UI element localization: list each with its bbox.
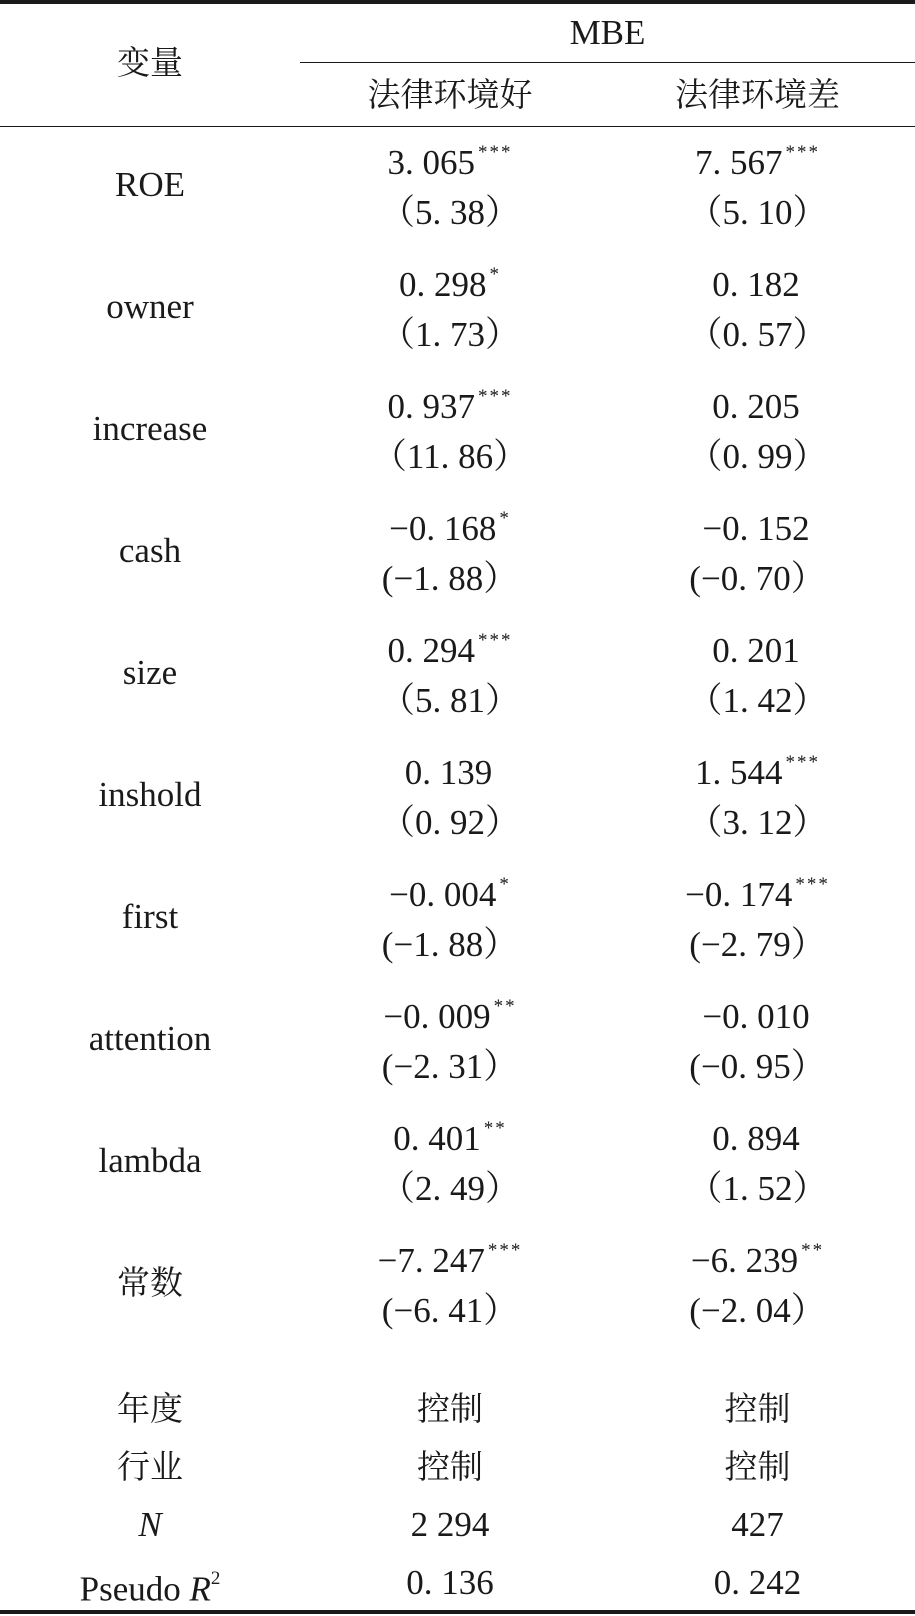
significance-stars: ***	[478, 142, 513, 163]
significance-stars: ***	[795, 874, 830, 895]
t-stat: （1. 42）	[687, 681, 828, 720]
significance-stars: ***	[785, 142, 820, 163]
row-label: lambda	[98, 1141, 202, 1180]
coef-value: −0. 010	[702, 997, 810, 1036]
industry-control-poor: 控制	[724, 1447, 791, 1486]
significance-stars: ***	[478, 630, 513, 651]
pseudo-r2-good: 0. 136	[406, 1563, 494, 1602]
row-label: 常数	[117, 1263, 183, 1302]
header-variable: 变量	[117, 43, 183, 82]
coef-cell	[600, 997, 915, 1043]
t-stat: （1. 73）	[379, 315, 520, 354]
coef-value: −7. 247	[377, 1241, 485, 1280]
coef-value: −0. 174	[685, 875, 793, 914]
coef-value: 0. 294	[387, 631, 475, 670]
coef-cell	[600, 387, 915, 433]
bottom-rule	[0, 1610, 915, 1614]
pseudo-label-sup: 2	[210, 1568, 221, 1589]
row-label-pseudo-r2	[0, 1563, 300, 1610]
significance-stars: ***	[478, 386, 513, 407]
row-label: inshold	[98, 775, 202, 814]
row-label: owner	[106, 287, 194, 326]
coef-value: 1. 544	[695, 753, 783, 792]
coef-value: −0. 009	[383, 997, 491, 1036]
coef-value: −0. 152	[702, 509, 810, 548]
t-stat: （5. 38）	[379, 193, 520, 232]
coef-cell	[300, 509, 600, 555]
row-label-n: N	[138, 1505, 162, 1544]
row-label-year: 年度	[117, 1389, 183, 1428]
t-stat: （11. 86）	[371, 437, 529, 476]
t-stat: （1. 52）	[687, 1169, 828, 1208]
pseudo-label-text: Pseudo	[79, 1569, 190, 1609]
coef-cell	[600, 753, 915, 799]
significance-stars: **	[801, 1240, 825, 1261]
significance-stars: **	[493, 996, 517, 1017]
coef-cell	[300, 1119, 600, 1165]
year-control-poor: 控制	[724, 1389, 791, 1428]
industry-control-good: 控制	[417, 1447, 483, 1486]
t-stat: （5. 81）	[379, 681, 520, 720]
coef-value: −0. 168	[389, 509, 497, 548]
t-stat: （0. 57）	[687, 315, 828, 354]
t-stat: （0. 99）	[687, 437, 828, 476]
coef-cell	[600, 1119, 915, 1165]
coef-value: −6. 239	[690, 1241, 799, 1280]
row-label: attention	[88, 1019, 212, 1058]
coef-cell	[600, 509, 915, 555]
significance-stars: *	[499, 508, 511, 529]
significance-stars: *	[489, 264, 501, 285]
coef-value: −0. 004	[389, 875, 497, 914]
t-stat: （5. 10）	[687, 193, 828, 232]
coef-cell	[300, 387, 600, 433]
pseudo-label-r: R	[189, 1569, 211, 1609]
significance-stars: *	[499, 874, 511, 895]
row-label: size	[122, 653, 178, 692]
group-rule	[300, 62, 915, 63]
t-stat: (−2. 04）	[689, 1291, 826, 1330]
coef-value: 0. 139	[404, 753, 493, 792]
header-group-mbe: MBE	[569, 13, 646, 52]
row-label-industry: 行业	[117, 1447, 183, 1486]
header-col-poor-law: 法律环境差	[675, 75, 840, 114]
row-label: increase	[92, 409, 208, 448]
coef-value: 0. 298	[399, 265, 487, 304]
coef-cell	[600, 875, 915, 921]
row-label: first	[121, 897, 179, 936]
coef-value: 0. 894	[712, 1119, 800, 1158]
coef-value: 0. 401	[393, 1119, 481, 1158]
coef-cell	[300, 631, 600, 677]
coef-value: 0. 182	[712, 265, 800, 304]
coef-cell	[300, 997, 600, 1043]
t-stat: (−1. 88）	[381, 925, 519, 964]
t-stat: (−2. 31）	[381, 1047, 519, 1086]
coef-cell	[600, 1241, 915, 1287]
coef-cell	[300, 265, 600, 311]
t-stat: (−0. 70）	[689, 559, 826, 598]
year-control-good: 控制	[417, 1389, 483, 1428]
coef-value: 0. 937	[387, 387, 475, 426]
row-label: ROE	[115, 165, 185, 204]
t-stat: (−6. 41）	[381, 1291, 519, 1330]
coef-cell	[300, 875, 600, 921]
t-stat: (−2. 79）	[689, 925, 826, 964]
t-stat: （3. 12）	[687, 803, 828, 842]
t-stat: （2. 49）	[379, 1169, 520, 1208]
coef-cell	[300, 753, 600, 799]
row-label: cash	[118, 531, 182, 570]
coef-value: 0. 205	[712, 387, 800, 426]
coef-cell	[300, 143, 600, 189]
coef-value: 3. 065	[387, 143, 475, 182]
t-stat: （0. 92）	[379, 803, 520, 842]
coef-cell	[300, 1241, 600, 1287]
significance-stars: ***	[487, 1240, 523, 1261]
significance-stars: **	[483, 1118, 507, 1139]
t-stat: (−1. 88）	[381, 559, 519, 598]
coef-value: 0. 201	[712, 631, 800, 670]
coef-cell	[600, 143, 915, 189]
n-good: 2 294	[410, 1505, 490, 1544]
n-poor: 427	[731, 1505, 784, 1544]
pseudo-r2-poor: 0. 242	[713, 1563, 802, 1602]
coef-value: 7. 567	[695, 143, 783, 182]
t-stat: (−0. 95）	[689, 1047, 826, 1086]
header-rule	[0, 126, 915, 127]
header-col-good-law: 法律环境好	[367, 75, 533, 114]
coef-cell	[600, 265, 915, 311]
top-rule	[0, 0, 915, 4]
coef-cell	[600, 631, 915, 677]
significance-stars: ***	[785, 752, 820, 773]
